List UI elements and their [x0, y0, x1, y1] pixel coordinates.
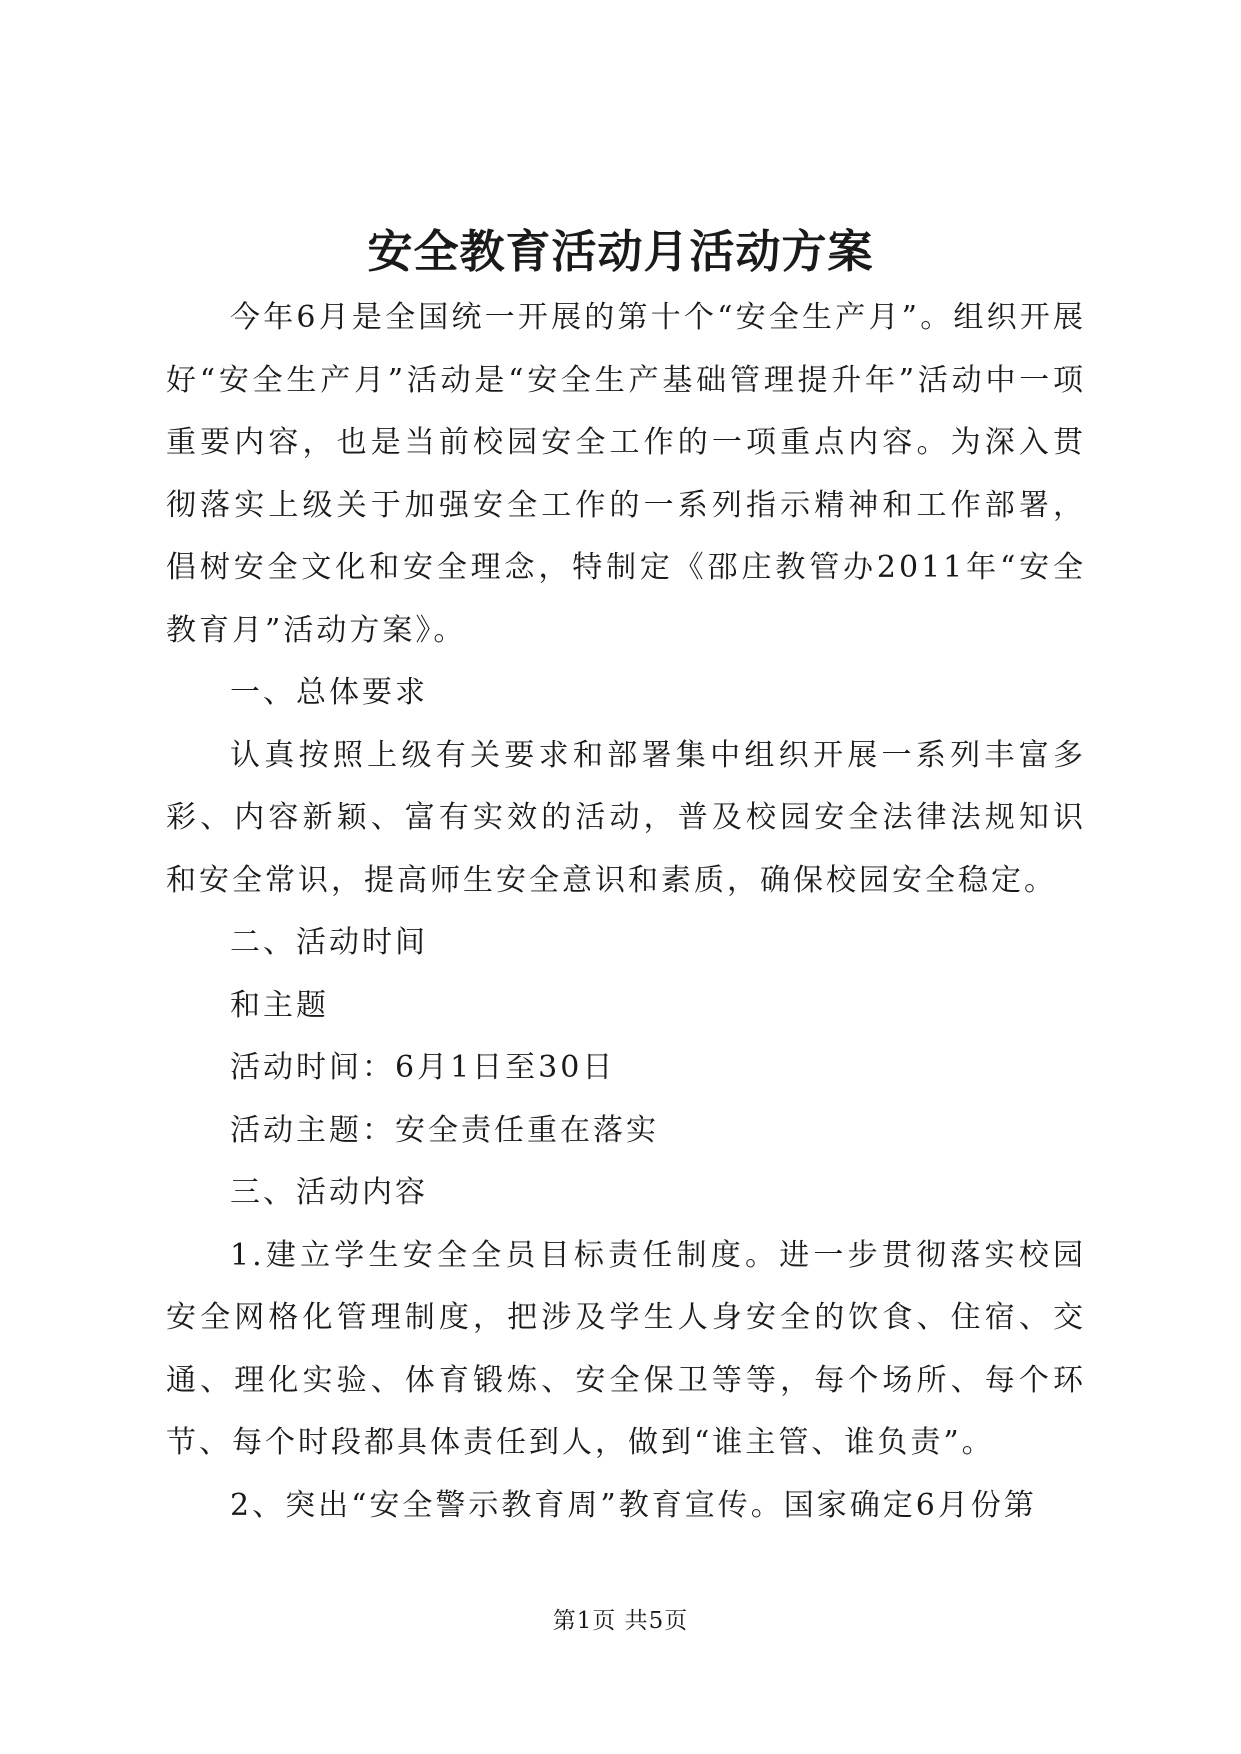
heading-activity-content: 三、活动内容	[230, 1175, 428, 1210]
paragraph-item-2: 2、突出“安全警示教育周”教育宣传。国家确定6月份第	[230, 1487, 1037, 1523]
document-title: 安全教育活动月活动方案	[367, 225, 874, 278]
heading-activity-time: 二、活动时间	[230, 925, 428, 960]
activity-time-line: 活动时间：6月1日至30日	[230, 1050, 616, 1085]
page-footer: 第1页 共5页	[552, 1608, 689, 1634]
paragraph-general-requirements: 认真按照上级有关要求和部署集中组织开展一系列丰富多彩、内容新颖、富有实效的活动，普及校园安全法律法规知识和安全常识，提高师生安全意识和素质，确保校园安全稳定。	[166, 737, 1086, 898]
paragraph-item-1: 1.建立学生安全全员目标责任制度。进一步贯彻落实校园安全网格化管理制度，把涉及学生人身安全的饮食、住宿、交通、理化实验、体育锻炼、安全保卫等等，每个场所、每个环节、每个时段都具体责任到人，做到“谁主管、谁负责”。	[166, 1237, 1086, 1460]
document-body	[166, 287, 1086, 1537]
heading-activity-theme: 和主题	[230, 987, 329, 1023]
paragraph-intro: 今年6月是全国统一开展的第十个“安全生产月”。组织开展好“安全生产月”活动是“安全生产基础管理提升年”活动中一项重要内容，也是当前校园安全工作的一项重点内容。为深入贯彻落实上级关于加强安全工作的一系列指示精神和工作部署，倡树安全文化和安全理念，特制定《邵庄教管办2011年“安全教育月”活动方案》。	[166, 300, 1086, 648]
heading-general-requirements: 一、总体要求	[230, 675, 428, 710]
activity-theme-line: 活动主题：安全责任重在落实	[230, 1112, 659, 1148]
